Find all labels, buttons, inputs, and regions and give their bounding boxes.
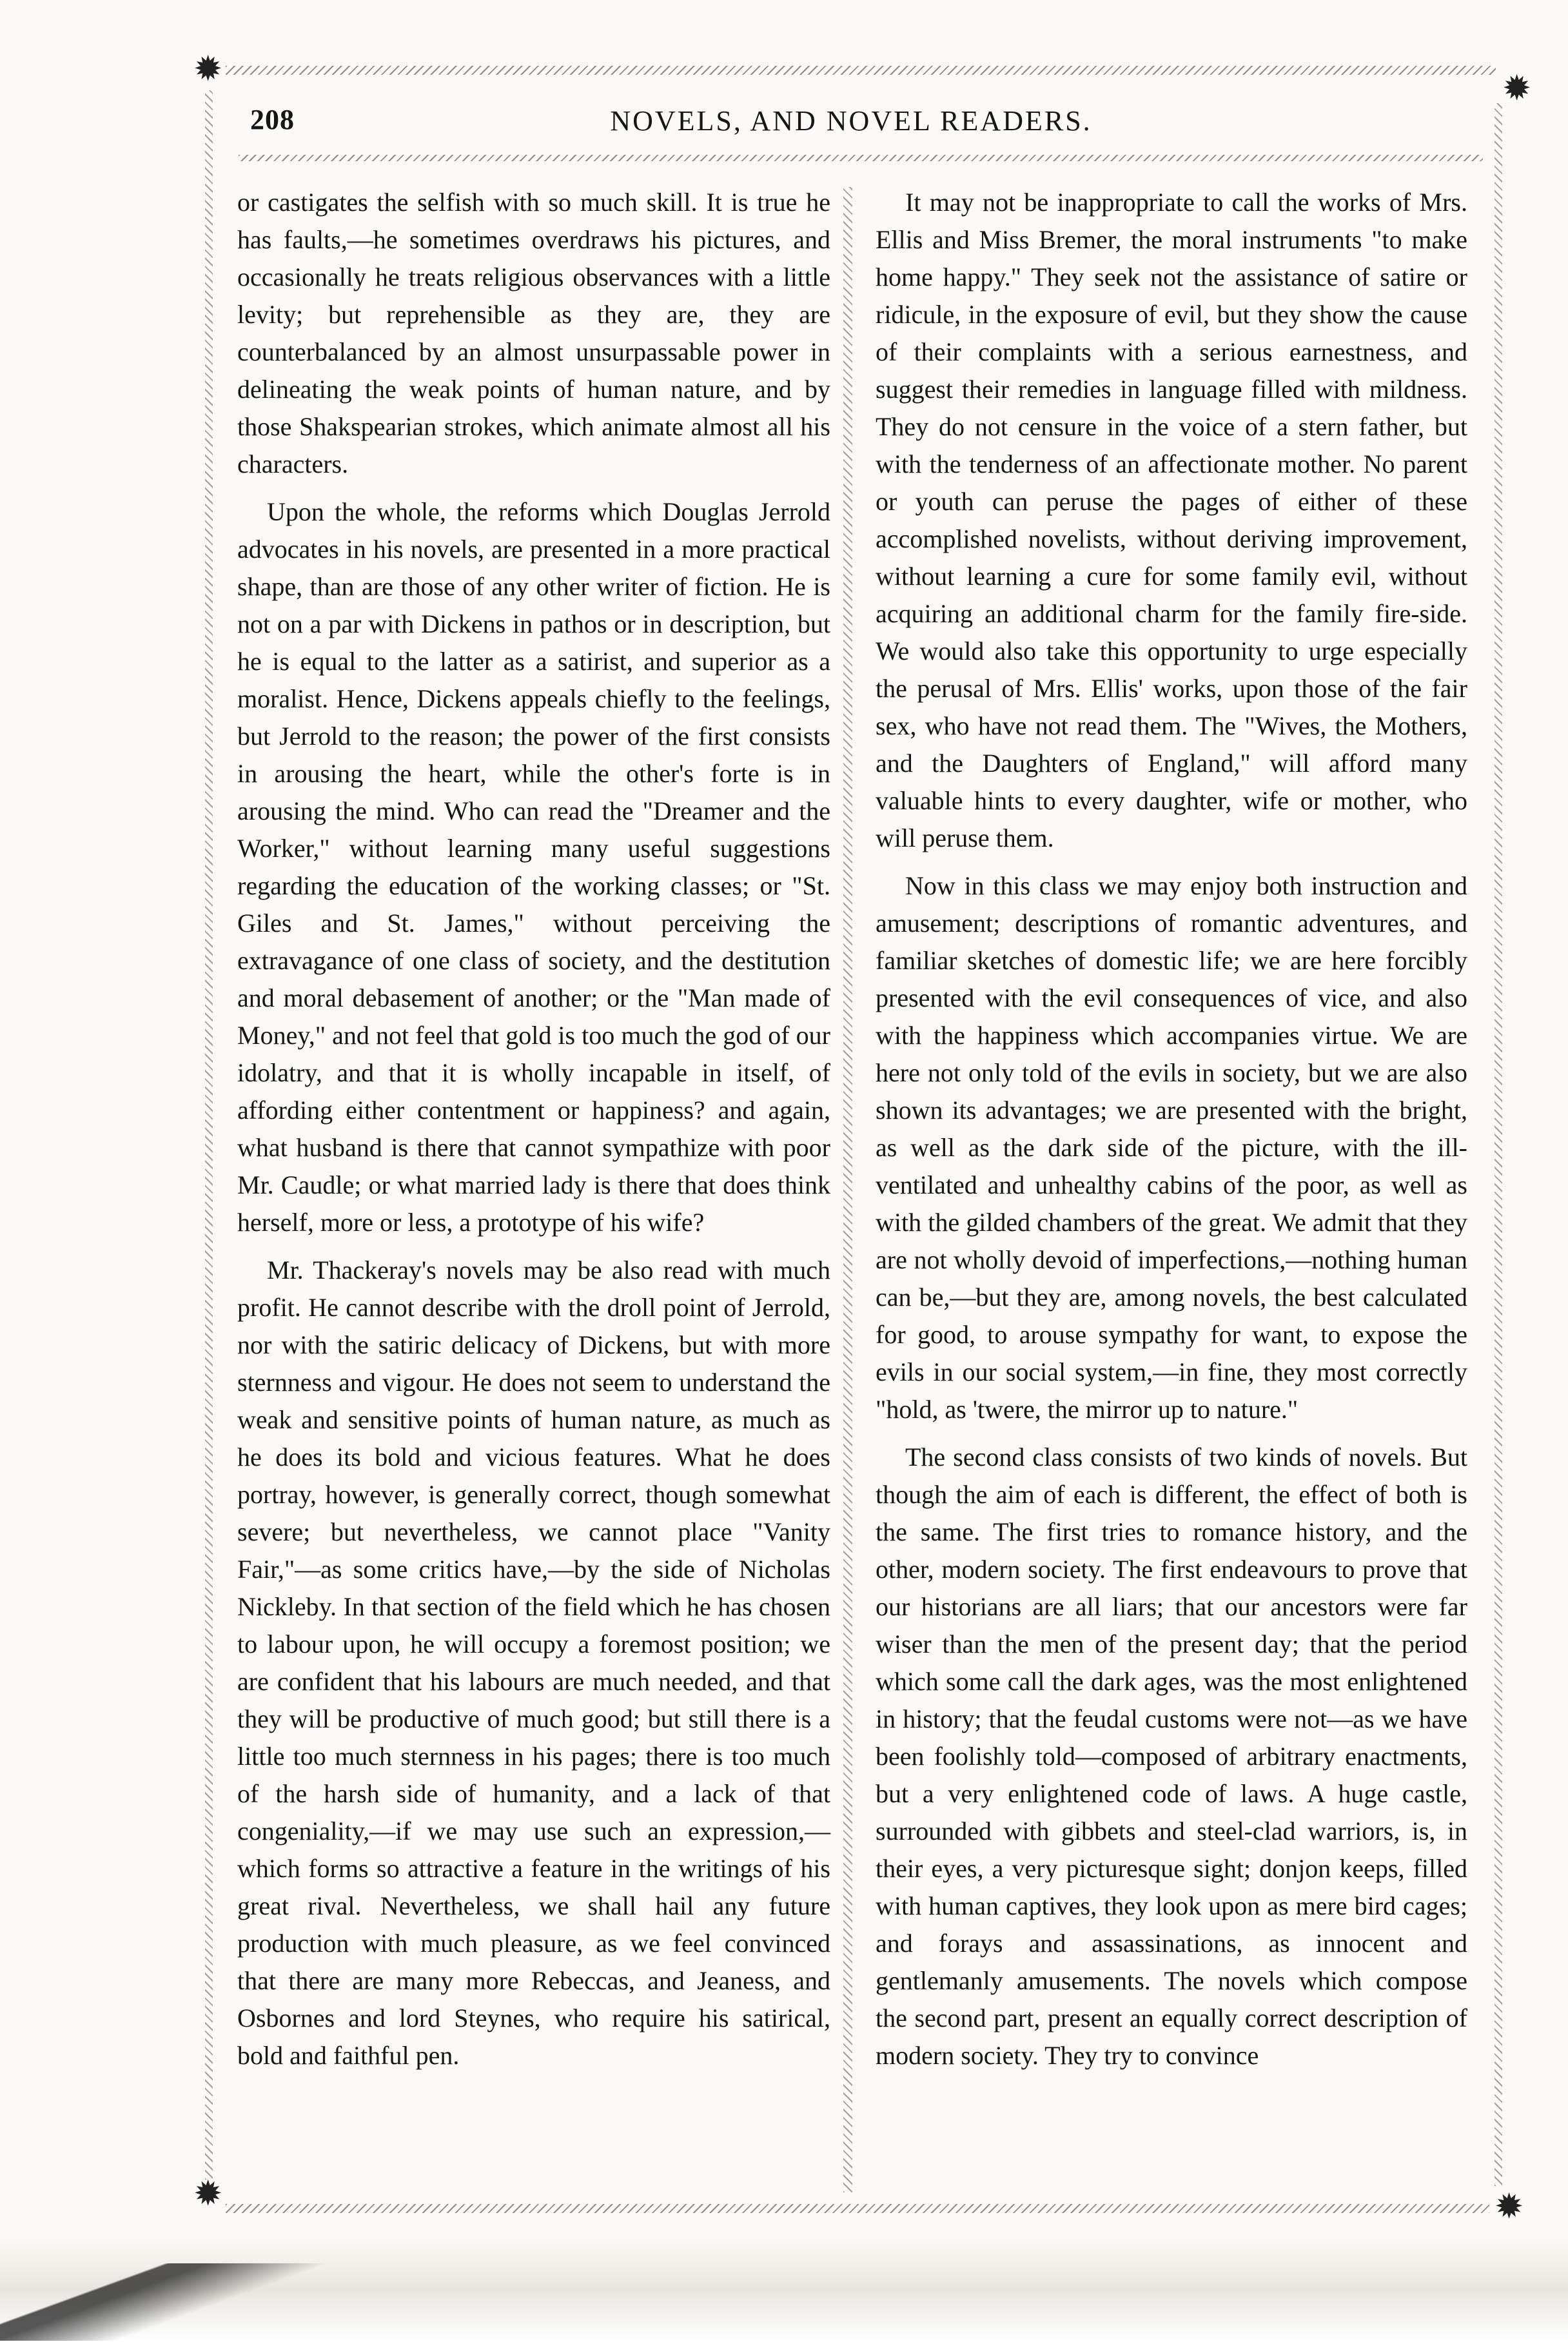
running-head: NOVELS, AND NOVEL READERS. (610, 105, 1092, 137)
right-paragraph-3: The second class consists of two kinds of novels. But though the aim of each is different, the effect of both is the same. The first tries to romance history, and the other, modern society. The first endeavours to prove that our historians are all liars; that our ancestors were far wiser than the men of the present day; that the period which some call the dark ages, was the most enlightened in history; that the feudal customs were not—as we have been foolishly told—composed of arbitrary enactments, but a very enlightened code of laws. A huge castle, surrounded with gibbets and steel-clad warriors, is, in their eyes, a very picturesque sight; donjon keeps, filled with human captives, they look upon as mere bird cages; and forays and assassinations, as innocent and gentlemanly amusements. The novels which compose the second part, present an equally correct description of modern society. They try to convince (876, 1442, 1467, 2070)
star-ornament-bottom-right: ✹ (1494, 2187, 1524, 2226)
top-wavy-border (226, 66, 1496, 75)
right-paragraph-2: Now in this class we may enjoy both instruction and amusement; descriptions of romantic adventures, and familiar sketches of domestic life; we are here forcibly presented with the evil consequences of vice, and also with the happiness which accompanies virtue. We are here not only told of the evils in society, but we are also shown its advantages; we are presented with the bright, as well as the dark side of the picture, with the ill-ventilated and unhealthy cabins of the poor, as well as with the gilded chambers of the great. We admit that they are not wholly devoid of imperfections,—nothing human can be,—but they are, among novels, the best calculated for good, to arouse sympathy for want, to expose the evils in our social system,—in fine, they most correctly "hold, as 'twere, the mirror up to nature." (876, 871, 1467, 1424)
column-divider (843, 187, 852, 2192)
right-column (876, 184, 1467, 2221)
star-ornament-bottom-left: ✹ (193, 2174, 223, 2213)
left-column (237, 184, 830, 2221)
header-rule (239, 155, 1483, 161)
left-wavy-border (205, 90, 213, 2180)
star-ornament-top-left: ✹ (193, 50, 223, 88)
page-number: 208 (250, 104, 295, 135)
right-wavy-border (1494, 103, 1502, 2186)
page-header (213, 97, 1489, 155)
bottom-wavy-border (226, 2204, 1489, 2213)
left-paragraph-3: Mr. Thackeray's novels may be also read with much profit. He cannot describe with the droll point of Jerrold, nor with the satiric delicacy of Dickens, but with more sternness and vigour. He does not seem to understand the weak and sensitive points of human nature, as much as he does its bold and vicious features. What he does portray, however, is generally correct, though somewhat severe; but nevertheless, we cannot place "Vanity Fair,"—as some critics have,—by the side of Nicholas Nickleby. In that section of the field which he has chosen to labour upon, he will occupy a foremost position; we are confident that his labours are much needed, and that they will be productive of much good; but still there is a little too much sternness in his pages; there is too much of the harsh side of humanity, and a lack of that congeniality,—if we may use such an expression,—which forms so attractive a feature in the writings of his great rival. Nevertheless, we shall hail any future production with much pleasure, as we feel convinced that there are many more Rebeccas, and Jeaness, and Osbornes and lord Steynes, who require his satirical, bold and faithful pen. (237, 1255, 830, 2070)
page-edge-shadow (0, 2238, 1568, 2342)
right-paragraph-1: It may not be inappropriate to call the works of Mrs. Ellis and Miss Bremer, the moral instruments "to make home happy." They seek not the assistance of satire or ridicule, in the exposure of evil, but they show the cause of their complaints with a serious earnestness, and suggest their remedies in language filled with mildness. They do not censure in the voice of a stern father, but with the tenderness of an affectionate mother. No parent or youth can peruse the pages of either of these accomplished novelists, without deriving improvement, without learning a cure for some family evil, without acquiring an additional charm for the family fire-side. We would also take this opportunity to urge especially the perusal of Mrs. Ellis' works, upon those of the fair sex, who have not read them. The "Wives, the Mothers, and the Daughters of England," will afford many valuable hints to every daughter, wife or mother, who will peruse them. (876, 188, 1467, 852)
star-ornament-top-right: ✹ (1502, 69, 1532, 108)
left-paragraph-1: or castigates the selfish with so much skill. It is true he has faults,—he sometimes overdraws his pictures, and occasionally he treats religious observances with a little levity; but reprehensible as they are, they are counterbalanced by an almost unsurpassable power in delineating the weak points of human nature, and by those Shakspearian strokes, which animate almost all his characters. (237, 188, 830, 478)
left-paragraph-2: Upon the whole, the reforms which Douglas Jerrold advocates in his novels, are presented in a more practical shape, than are those of any other writer of fiction. He is not on a par with Dickens in pathos or in description, but he is equal to the latter as a satirist, and superior as a moralist. Hence, Dickens appeals chiefly to the feelings, but Jerrold to the reason; the power of the first consists in arousing the heart, while the other's forte is in arousing the mind. Who can read the "Dreamer and the Worker," without learning many useful suggestions regarding the education of the working classes; or "St. Giles and St. James," without perceiving the extravagance of one class of society, and the destitution and moral debasement of another; or the "Man made of Money," and not feel that gold is too much the god of our idolatry, and that it is wholly incapable in itself, of affording either contentment or happiness? and again, what husband is there that cannot sympathize with poor Mr. Caudle; or what married lady is there that does think herself, more or less, a prototype of his wife? (237, 497, 830, 1237)
